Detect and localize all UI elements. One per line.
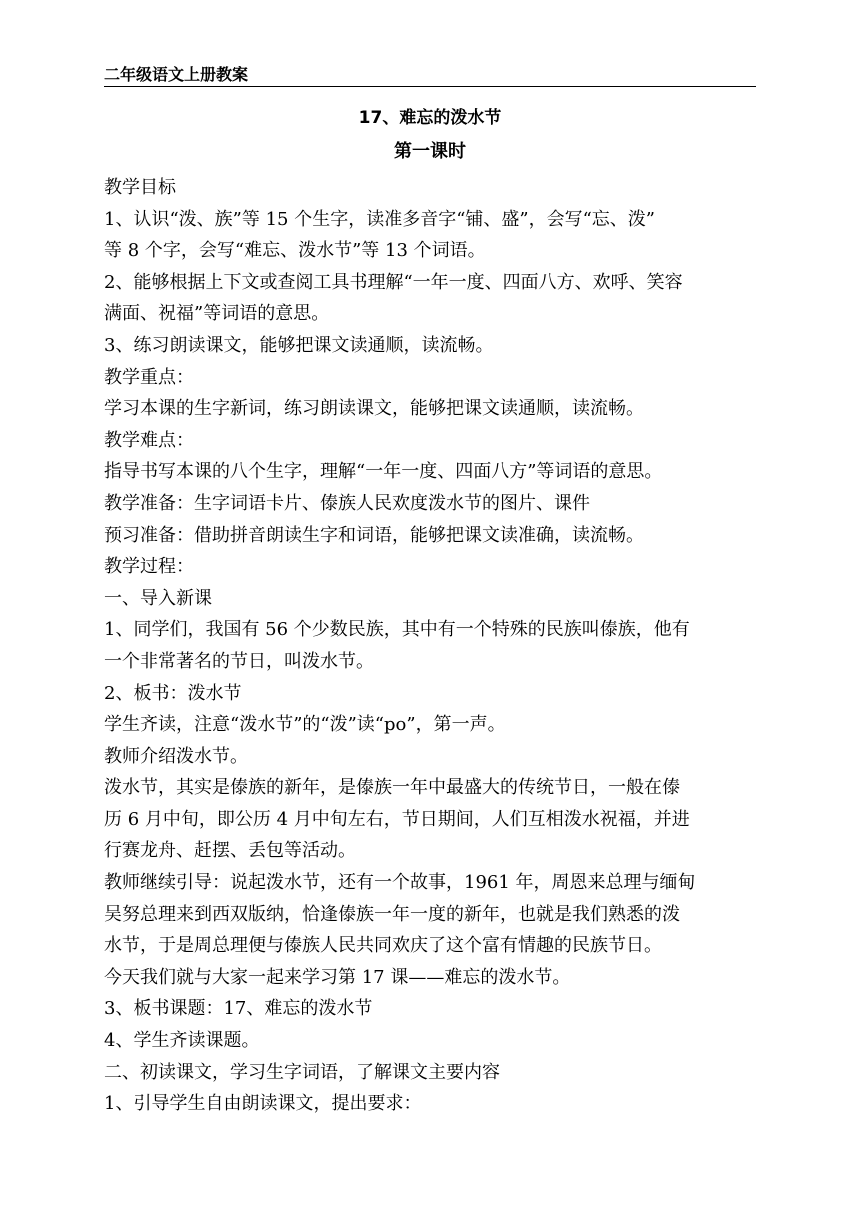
- text-line: 预习准备：借助拼音朗读生字和词语，能够把课文读准确，读流畅。: [104, 524, 644, 546]
- text-line: 3、板书课题：17、难忘的泼水节: [104, 998, 373, 1020]
- text-line: 满面、祝福”等词语的意思。: [104, 303, 330, 325]
- text-line: 1、认识“泼、族”等 15 个生字，读准多音字“铺、盛”，会写“忘、泼”: [104, 208, 656, 230]
- text-line: 二、初读课文，学习生字词语，了解课文主要内容: [104, 1061, 500, 1083]
- text-line: 泼水节，其实是傣族的新年，是傣族一年中最盛大的传统节日，一般在傣: [104, 777, 680, 799]
- text-line: 1、同学们，我国有 56 个少数民族，其中有一个特殊的民族叫傣族，他有: [104, 619, 690, 641]
- text-line: 教学重点：: [104, 366, 194, 388]
- text-line: 2、板书：泼水节: [104, 682, 242, 704]
- text-line: 4、学生齐读课题。: [104, 1030, 260, 1052]
- text-line: 今天我们就与大家一起来学习第 17 课——难忘的泼水节。: [104, 966, 571, 988]
- text-line: 教学准备：生字词语卡片、傣族人民欢度泼水节的图片、课件: [104, 492, 590, 514]
- lesson-title: 17、难忘的泼水节: [358, 108, 502, 128]
- text-line: 2、能够根据上下文或查阅工具书理解“一年一度、四面八方、欢呼、笑容: [104, 271, 683, 293]
- text-line: 教学过程：: [104, 556, 194, 578]
- document-body: [104, 172, 760, 1120]
- text-line: 教学难点：: [104, 429, 194, 451]
- text-line: 1、引导学生自由朗读课文，提出要求：: [104, 1093, 422, 1115]
- document-header: 二年级语文上册教案: [104, 64, 756, 87]
- text-line: 一个非常著名的节日，叫泼水节。: [104, 650, 374, 672]
- text-line: 行赛龙舟、赶摆、丢包等活动。: [104, 840, 356, 862]
- text-line: 学生齐读，注意“泼水节”的“泼”读“po”，第一声。: [104, 714, 506, 736]
- text-line: 水节，于是周总理便与傣族人民共同欢庆了这个富有情趣的民族节日。: [104, 935, 662, 957]
- text-line: 指导书写本课的八个生字，理解“一年一度、四面八方”等词语的意思。: [104, 461, 663, 483]
- text-line: 学习本课的生字新词，练习朗读课文，能够把课文读通顺，读流畅。: [104, 398, 644, 420]
- text-line: 教师介绍泼水节。: [104, 745, 248, 767]
- text-line: 3、练习朗读课文，能够把课文读通顺，读流畅。: [104, 334, 494, 356]
- text-line: 教师继续引导：说起泼水节，还有一个故事，1961 年，周恩来总理与缅甸: [104, 872, 696, 894]
- text-line: 历 6 月中旬，即公历 4 月中旬左右，节日期间，人们互相泼水祝福，并进: [104, 808, 690, 830]
- text-line: 教学目标: [104, 177, 176, 198]
- text-line: 吴努总理来到西双版纳，恰逢傣族一年一度的新年，也就是我们熟悉的泼: [104, 903, 680, 925]
- text-line: 一、导入新课: [104, 587, 212, 609]
- lesson-subtitle: 第一课时: [394, 141, 466, 162]
- text-line: 等 8 个字，会写“难忘、泼水节”等 13 个词语。: [104, 240, 486, 262]
